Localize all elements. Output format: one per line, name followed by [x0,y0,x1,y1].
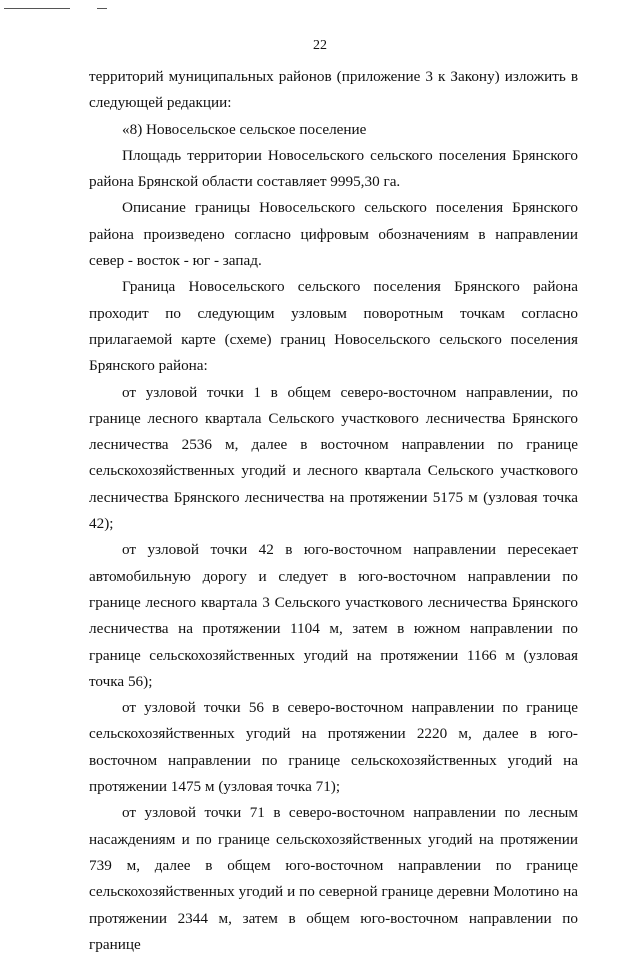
paragraph-point-42: от узловой точки 42 в юго-восточном направлении пересекает автомобильную дорогу и следует в юго-восточном направлении по границе лесного квартала 3 Сельского участкового лесничества Брянского лесничества на протяжении 1104 м, затем в южном направлении по границе сельскохозяйственных угодий на протяжении 1166 м (узловая точка 56); [89,541,578,690]
page-number: 22 [313,38,327,53]
paragraph-description: Описание границы Новосельского сельского поселения Брянского района произведено согласно цифровым обозначениям в направлении север - восток - юг - запад. [89,199,578,270]
paragraph-point-71: от узловой точки 71 в северо-восточном направлении по лесным насаждениям и по границе сельскохозяйственных угодий на протяжении 739 м, далее в общем юго-восточном направлении по границе сельскохозяйственных угодий и по северной границе деревни Молотино на протяжении 2344 м, затем в общем юго-восточном направлении по границе [89,804,578,953]
paragraph-boundary-intro: Граница Новосельского сельского поселения Брянского района проходит по следующим узловым поворотным точкам согласно прилагаемой карте (схеме) границ Новосельского сельского поселения Брянского района: [89,278,578,375]
scan-mark-dash [97,8,107,9]
document-body [89,64,578,958]
paragraph-section-heading: «8) Новосельское сельское поселение [122,120,367,138]
paragraph-area: Площадь территории Новосельского сельского поселения Брянского района Брянской области составляет 9995,30 га. [89,146,578,191]
paragraph-point-1: от узловой точки 1 в общем северо-восточном направлении, по границе лесного квартала Сельского участкового лесничества Брянского лесничества 2536 м, далее в восточном направлении по границе сельскохозяйственных угодий и лесного квартала Сельского участкового лесничества Брянского лесничества на протяжении 5175 м (узловая точка 42); [89,383,578,533]
paragraph-point-56: от узловой точки 56 в северо-восточном направлении по границе сельскохозяйственных угодий на протяжении 2220 м, далее в юго-восточном направлении по границе сельскохозяйственных угодий на протяжении 1475 м (узловая точка 71); [89,699,578,796]
scan-mark-line [4,8,70,9]
paragraph-intro: территорий муниципальных районов (приложение 3 к Закону) изложить в следующей редакции: [89,68,578,112]
